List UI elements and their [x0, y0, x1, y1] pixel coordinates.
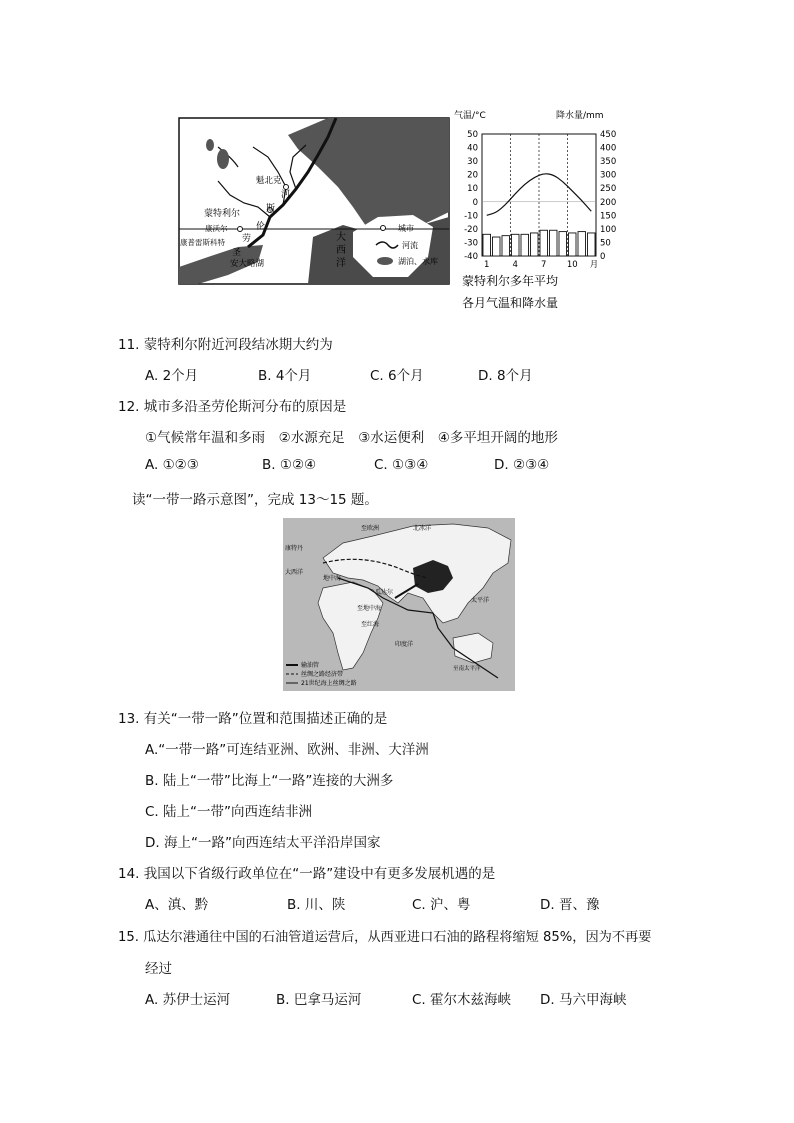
- y-right-tick: 200: [600, 197, 617, 208]
- q13-option-b: B. 陆上“一带”比海上“一路”连接的大洲多: [145, 773, 394, 789]
- label-gwadar: 瓜达尔: [375, 589, 394, 596]
- q11-option-b: B. 4个月: [258, 368, 312, 384]
- map-label-montreal: 蒙特利尔: [204, 209, 241, 219]
- question-14-stem: 14. 我国以下省级行政单位在“一路”建设中有更多发展机遇的是: [118, 866, 496, 882]
- y-right-tick: 450: [600, 130, 617, 140]
- map-label-lun: 伦: [256, 222, 266, 232]
- q15-option-c: C. 霍尔木兹海峡: [412, 992, 512, 1008]
- q15-option-d: D. 马六甲海峡: [540, 992, 627, 1008]
- q12-option-a: A. ①②③: [145, 457, 199, 473]
- legend-belt-label: 丝绸之路经济带: [301, 671, 344, 678]
- map-label-kangwoer: 康沃尔: [205, 224, 228, 233]
- map-label-da: 大: [336, 232, 346, 243]
- q15-option-b: B. 巴拿马运河: [276, 992, 362, 1008]
- map-label-si: 斯: [266, 204, 276, 214]
- label-atlantic: 大西洋: [285, 569, 304, 576]
- precipitation-bar: [550, 230, 558, 256]
- reservoir: [206, 139, 214, 151]
- q11-option-c: C. 6个月: [370, 368, 424, 384]
- y-left-tick: 10: [467, 184, 478, 195]
- x-tick: 月: [589, 260, 599, 270]
- q14-option-b: B. 川、陕: [287, 897, 346, 913]
- y-right-tick: 250: [600, 184, 617, 195]
- legend-lake-label: 湖泊、水库: [398, 257, 438, 266]
- precipitation-bar: [569, 233, 577, 256]
- label-red-sea: 至红海: [361, 621, 380, 628]
- precipitation-bar: [483, 234, 491, 256]
- y-left-tick: -40: [464, 252, 478, 262]
- montreal-map: [178, 117, 450, 285]
- y-left-tick: -10: [464, 211, 478, 222]
- q14-option-a: A、滇、黔: [145, 897, 209, 913]
- label-arctic: 北冰洋: [413, 525, 432, 532]
- y-right-tick: 150: [600, 211, 617, 222]
- q11-option-d: D. 8个月: [478, 368, 533, 384]
- q13-option-a: A.“一带一路”可连结亚洲、欧洲、非洲、大洋洲: [145, 742, 429, 758]
- legend-city-label: 城市: [398, 224, 414, 233]
- precipitation-bar: [512, 234, 520, 256]
- y-right-tick: 300: [600, 170, 617, 181]
- map-label-yang: 洋: [336, 258, 346, 269]
- city-quebec: [284, 185, 289, 190]
- legend-lake-icon: [377, 257, 393, 265]
- climate-chart: [448, 104, 618, 318]
- label-south-pacific: 至南太平洋: [453, 666, 481, 672]
- question-13-stem: 13. 有关“一带一路”位置和范围描述正确的是: [118, 711, 388, 727]
- map-label-xi: 西: [336, 245, 346, 256]
- x-tick: 4: [512, 260, 518, 270]
- y-left-tick: 30: [467, 157, 478, 168]
- map-label-lao: 劳: [242, 234, 252, 244]
- map-label-quebec: 魁北克: [256, 176, 282, 186]
- map-label-kangdi: 康普雷斯科特: [180, 238, 225, 247]
- precipitation-bar: [493, 237, 501, 256]
- precipitation-bar: [521, 234, 529, 256]
- q12-option-c: C. ①③④: [374, 457, 429, 473]
- question-12-stem: 12. 城市多沿圣劳伦斯河分布的原因是: [118, 399, 347, 415]
- intro-13-15: 读“一带一路示意图”，完成 13～15 题。: [132, 492, 378, 508]
- q11-option-a: A. 2个月: [145, 368, 199, 384]
- question-15-stem: 15. 瓜达尔港通往中国的石油管道运营后，从西亚进口石油的路程将缩短 85%，因为不再要: [118, 930, 652, 945]
- y-right-tick: 100: [600, 224, 617, 235]
- legend-city-icon: [381, 226, 386, 231]
- label-kangteling: 康特丹: [285, 545, 304, 552]
- precipitation-bar: [502, 236, 510, 256]
- label-pacific: 太平洋: [471, 597, 490, 604]
- q13-option-c: C. 陆上“一带”向西连结非洲: [145, 804, 312, 820]
- map-label-lat: 45°N: [340, 219, 358, 227]
- legend-pipeline-label: 输油管: [301, 662, 320, 669]
- q13-option-d: D. 海上“一路”向西连结太平洋沿岸国家: [145, 835, 381, 851]
- y-left-tick: -30: [464, 238, 478, 249]
- q14-option-d: D. 晋、豫: [540, 897, 600, 913]
- belt-road-map: [283, 518, 515, 691]
- chart-title-line2: 各月气温和降水量: [462, 296, 559, 310]
- x-tick: 7: [541, 260, 547, 270]
- y-right-tick: 0: [600, 252, 606, 262]
- precipitation-bar: [559, 232, 567, 256]
- question-15-stem-cont: 经过: [145, 961, 172, 977]
- label-indian: 印度洋: [395, 641, 414, 648]
- chart-title-line1: 蒙特利尔多年平均: [462, 274, 559, 288]
- q12-option-b: B. ①②④: [262, 457, 317, 473]
- y-right-tick: 350: [600, 157, 617, 168]
- legend-river-label: 河流: [402, 241, 418, 250]
- y-left-tick: 50: [467, 130, 478, 140]
- y-left-tick: 40: [467, 143, 478, 154]
- map-label-he: 河: [281, 190, 291, 200]
- precipitation-bar: [588, 233, 596, 256]
- y-right-label: 降水量/mm: [556, 111, 604, 121]
- label-med: 地中海: [323, 575, 342, 582]
- city-kangwoer: [238, 227, 243, 232]
- q12-option-d: D. ②③④: [494, 457, 550, 473]
- x-tick: 1: [484, 260, 490, 270]
- reservoir: [217, 149, 229, 169]
- y-left-tick: -20: [464, 224, 478, 235]
- label-to-med: 至地中海: [357, 605, 382, 612]
- y-left-tick: 20: [467, 170, 478, 181]
- map-label-sheng: 圣: [232, 248, 242, 258]
- q14-option-c: C. 沪、粤: [412, 897, 471, 913]
- precipitation-bar: [578, 232, 586, 256]
- legend-road-label: 21世纪海上丝绸之路: [301, 680, 357, 687]
- precipitation-bar: [540, 230, 548, 256]
- x-tick: 10: [566, 260, 578, 270]
- y-left-tick: 0: [472, 197, 478, 208]
- map-label-ontario: 安大略湖: [230, 259, 265, 269]
- y-left-label: 气温/°C: [454, 111, 486, 121]
- q15-option-a: A. 苏伊士运河: [145, 992, 231, 1008]
- y-right-tick: 50: [600, 238, 611, 249]
- label-to-europe: 至欧洲: [361, 525, 380, 532]
- precipitation-bar: [531, 233, 539, 256]
- question-11-stem: 11. 蒙特利尔附近河段结冰期大约为: [118, 337, 333, 353]
- q12-statements: ①气候常年温和多雨 ②水源充足 ③水运便利 ④多平坦开阔的地形: [145, 430, 558, 446]
- y-right-tick: 400: [600, 143, 617, 154]
